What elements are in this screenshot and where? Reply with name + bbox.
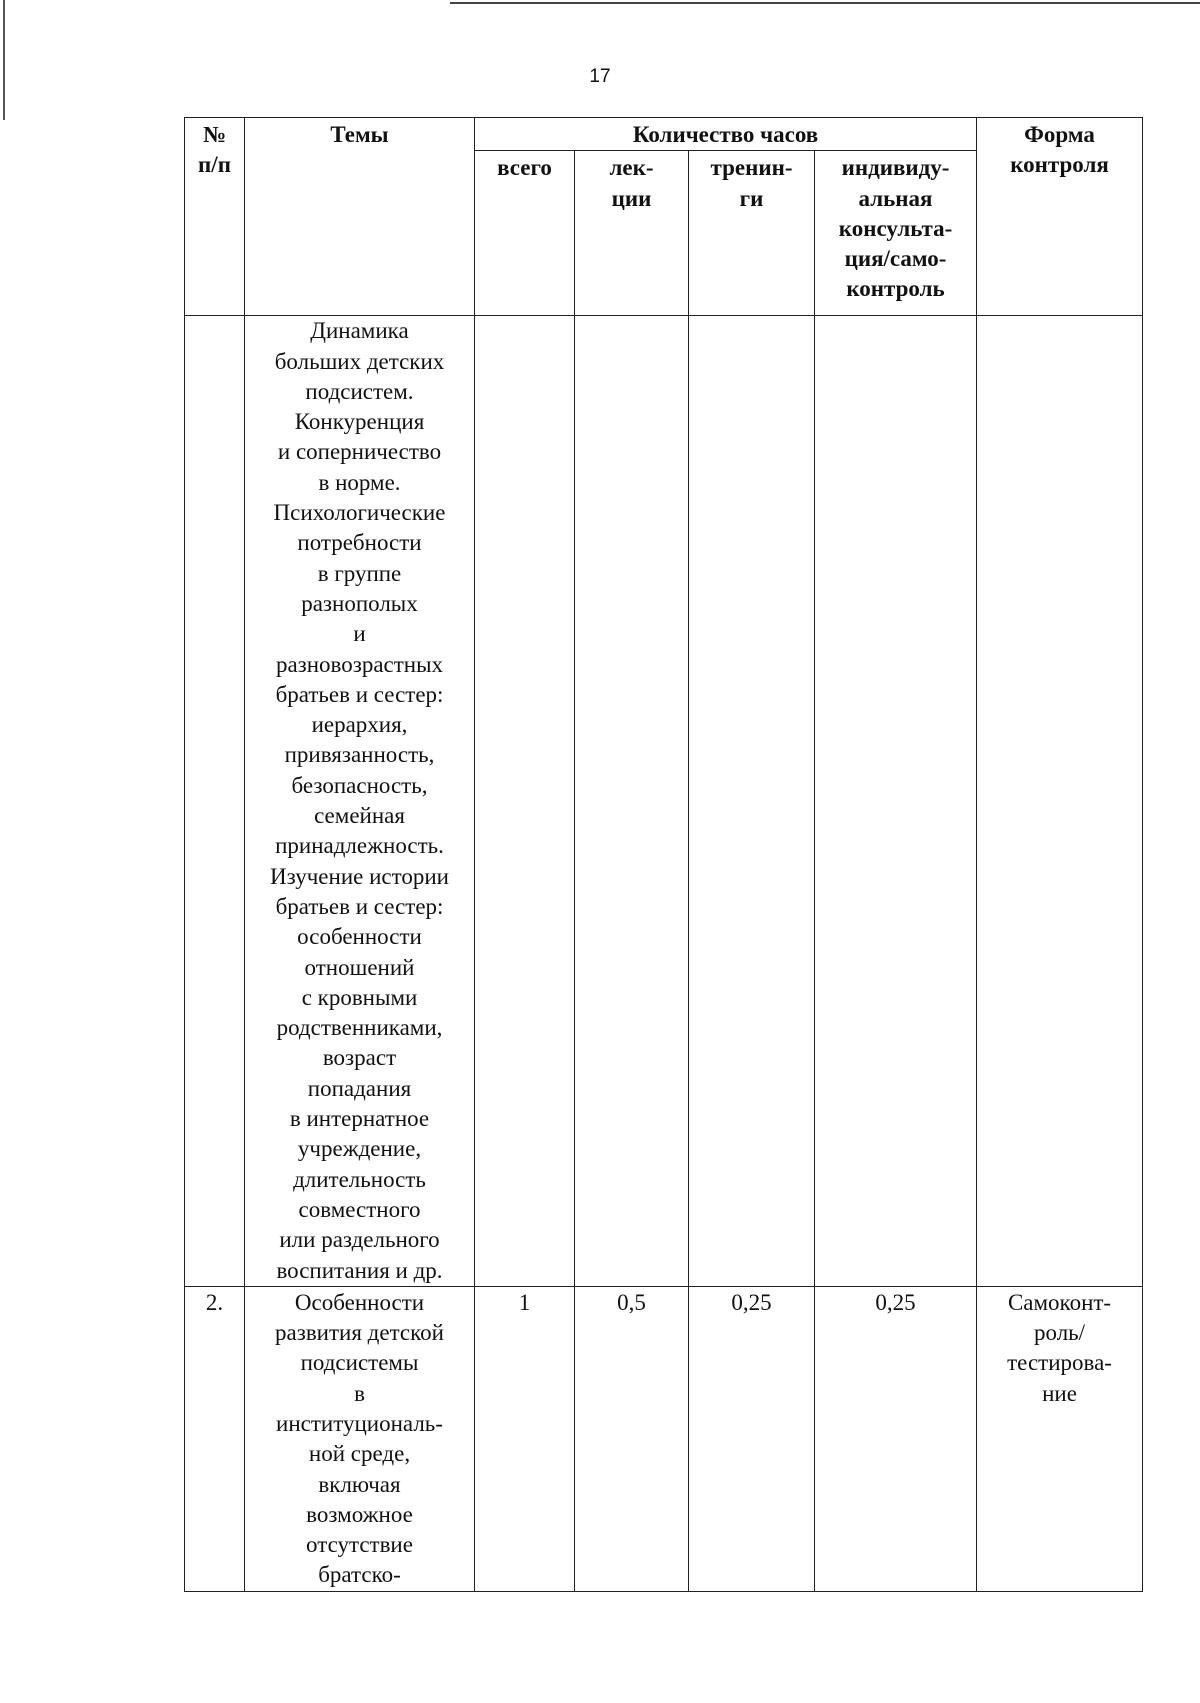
row-control-form: Самоконт- роль/ тестирова- ние [977, 1286, 1143, 1591]
header-row-1 [185, 118, 1143, 151]
row-lectures [575, 316, 689, 1287]
row-topic: Динамика больших детских подсистем. Конкуренция и соперничество в норме. Психологические потребности в группе разнополых и разновозрастных братьев и сестер: иерархия, привязанность, безопасность, семейная принадлежность. Изучение истории братьев и сестер: особенности отношений с кровными родственниками, возраст попадания в интернатное учреждение, длительность совместного или раздельного воспитания и др. [245, 316, 475, 1287]
table-row [185, 316, 1143, 1287]
header-hours-group: Количество часов [475, 118, 977, 151]
header-trainings: тренин- ги [689, 151, 815, 316]
curriculum-table [184, 117, 1143, 1592]
left-margin-line [3, 0, 5, 120]
table-row [185, 1286, 1143, 1591]
row-trainings [689, 316, 815, 1287]
header-individual: индивиду- альная консульта- ция/само- контроль [815, 151, 977, 316]
row-number: 2. [185, 1286, 245, 1591]
header-topics: Темы [245, 118, 475, 316]
row-individual [815, 316, 977, 1287]
row-total [475, 316, 575, 1287]
header-control-form: Форма контроля [977, 118, 1143, 316]
row-control-form [977, 316, 1143, 1287]
header-lectures: лек- ции [575, 151, 689, 316]
row-lectures: 0,5 [575, 1286, 689, 1591]
row-topic: Особенности развития детской подсистемы в институциональ- ной среде, включая возможное отсутствие братско- [245, 1286, 475, 1591]
row-total: 1 [475, 1286, 575, 1591]
header-number: № п/п [185, 118, 245, 316]
header-total: всего [475, 151, 575, 316]
page-number: 17 [589, 66, 611, 87]
row-number [185, 316, 245, 1287]
top-border-line [450, 2, 1200, 4]
row-trainings: 0,25 [689, 1286, 815, 1591]
row-individual: 0,25 [815, 1286, 977, 1591]
